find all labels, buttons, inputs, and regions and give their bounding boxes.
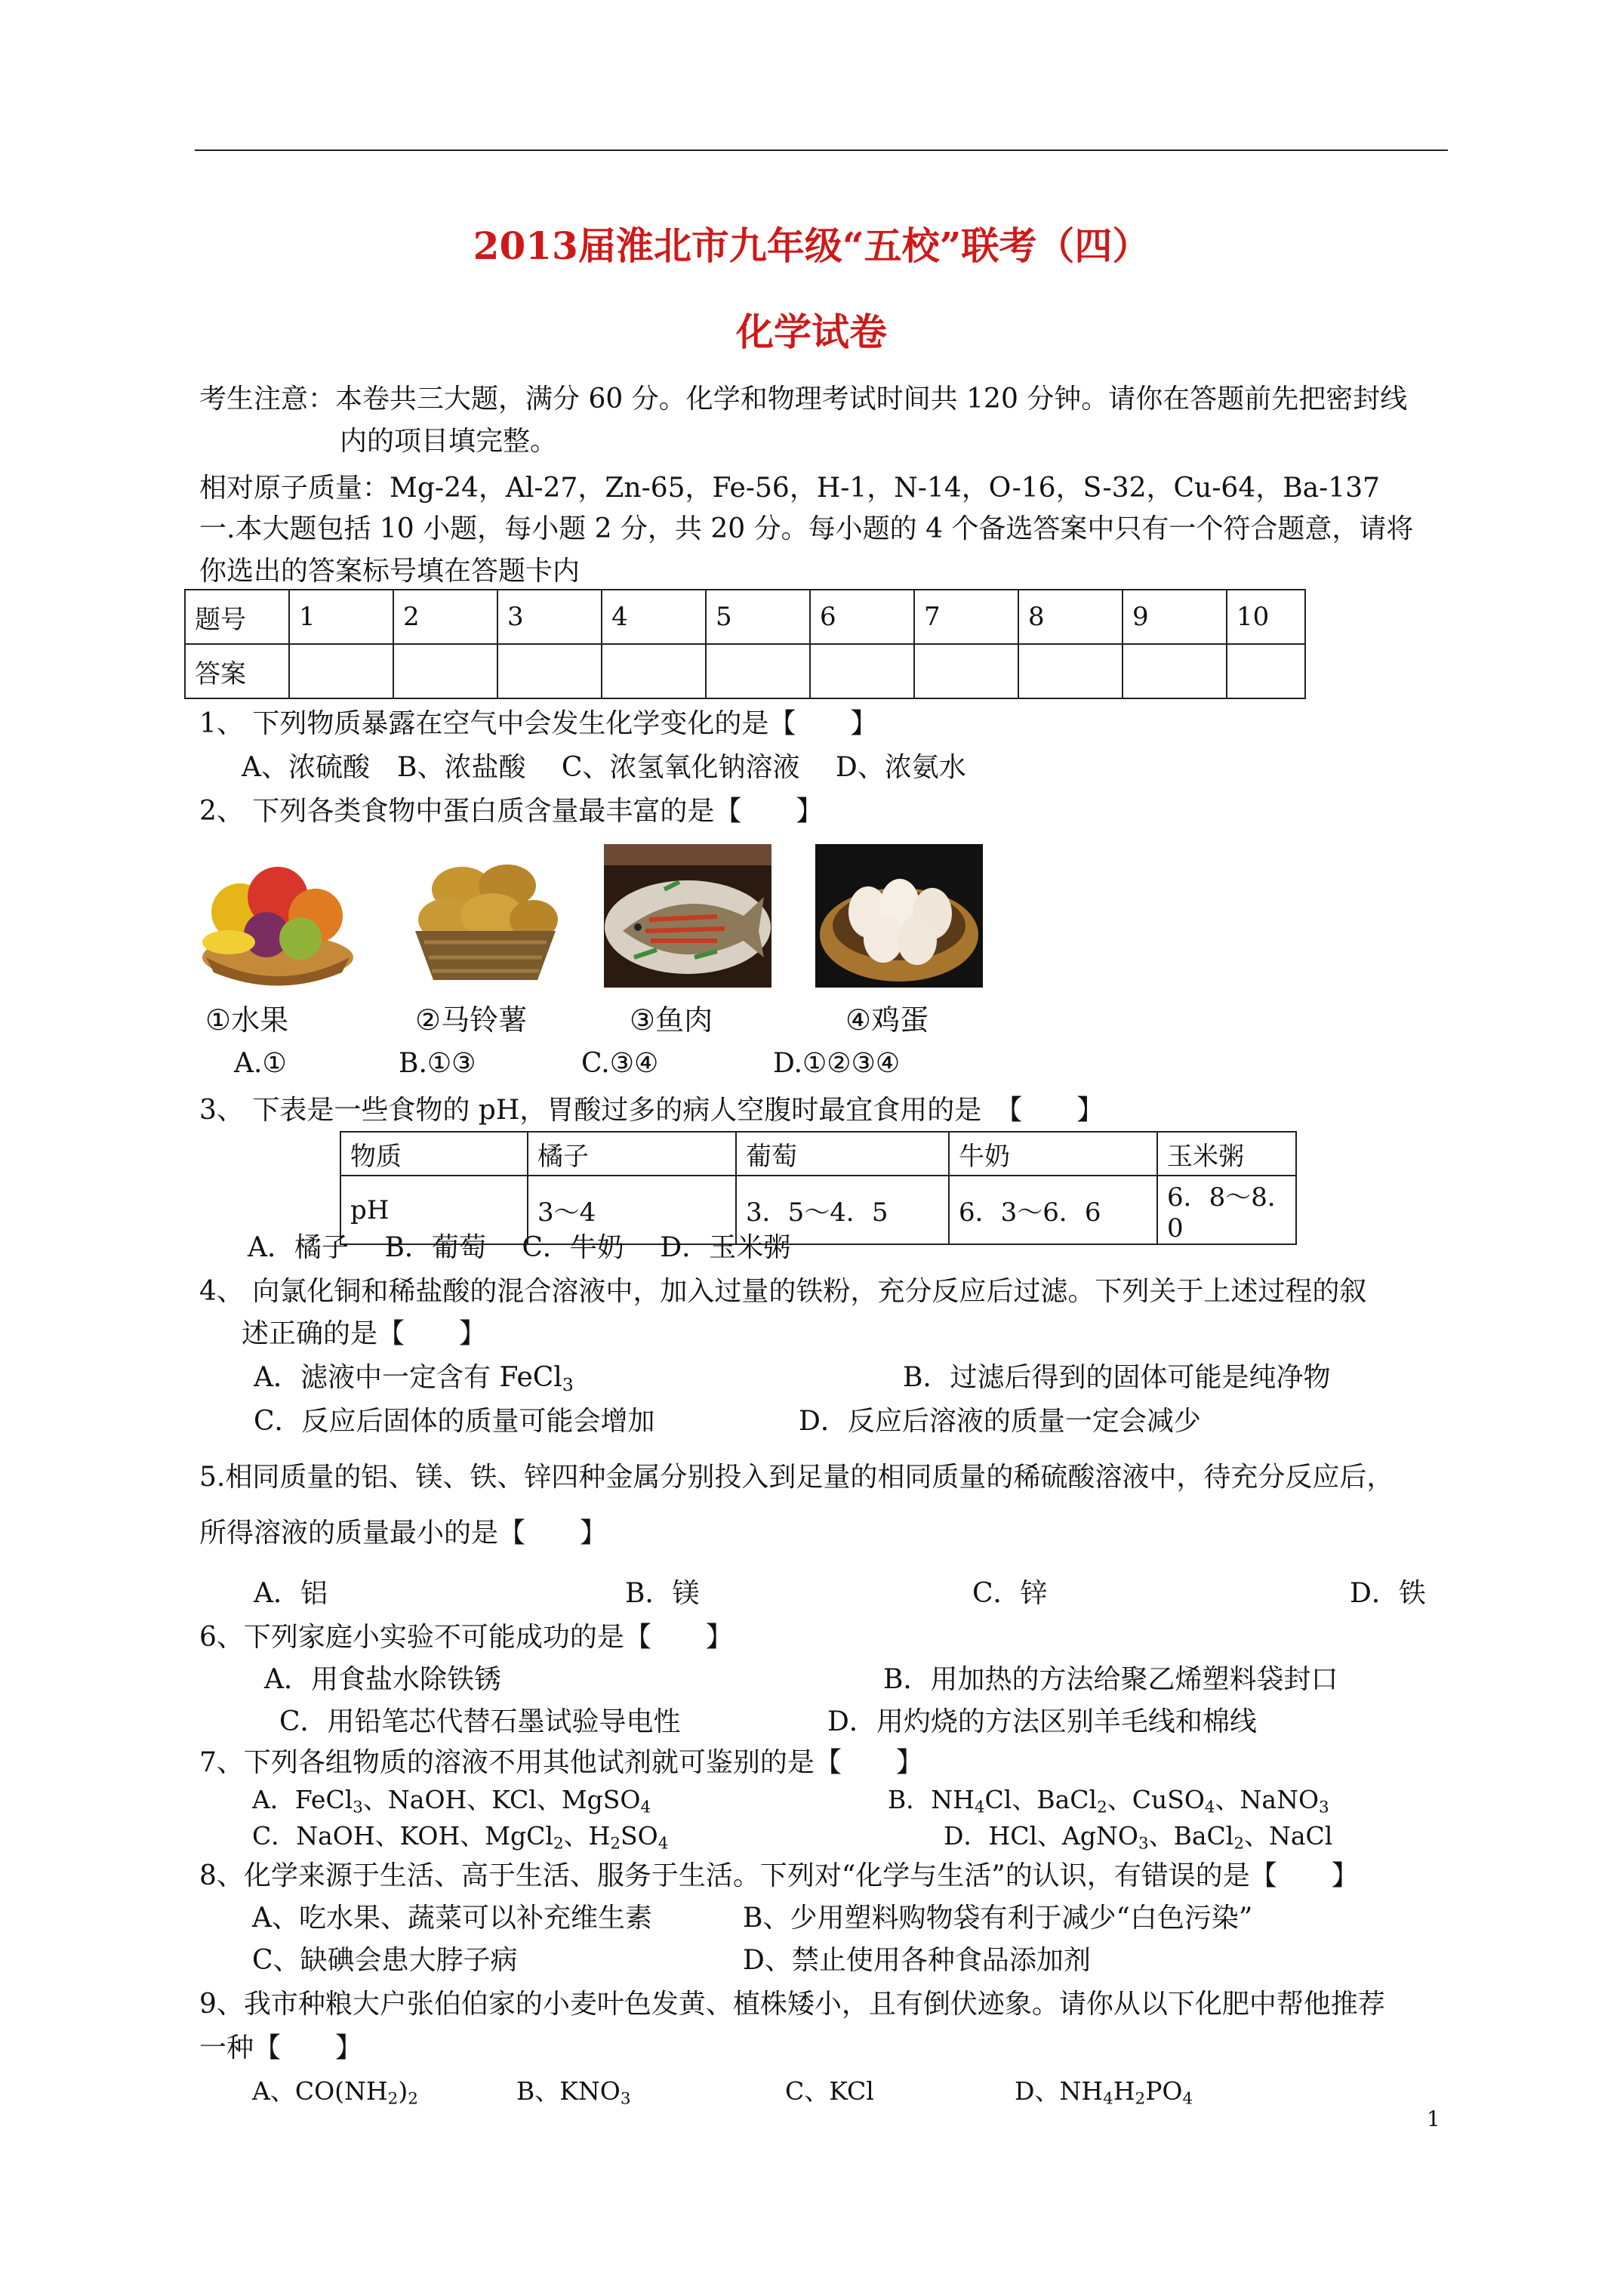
table-cell: 物质 [340, 1132, 528, 1176]
q2-option-a: A.① [234, 1048, 287, 1079]
q4-stem-line-1: 4、 向氯化铜和稀盐酸的混合溶液中，加入过量的铁粉，充分反应后过滤。下列关于上述过程的叙 [199, 1276, 1367, 1307]
potato-basket-icon [402, 844, 569, 988]
table-cell: 3．5～4．5 [736, 1176, 949, 1244]
q4-option-d: D．反应后溶液的质量一定会减少 [799, 1406, 1201, 1437]
q6-option-d: D．用灼烧的方法区别羊毛线和棉线 [827, 1706, 1257, 1737]
q6-option-a: A．用食盐水除铁锈 [264, 1664, 501, 1695]
answer-cell[interactable] [1018, 644, 1123, 698]
answer-cell[interactable] [497, 644, 602, 698]
q4-option-b: B．过滤后得到的固体可能是纯净物 [903, 1362, 1331, 1393]
page-number: 1 [1427, 2106, 1440, 2131]
q2-option-d: D.①②③④ [773, 1048, 901, 1079]
table-cell: 题号 [185, 590, 289, 644]
table-cell: 2 [393, 590, 497, 644]
table-cell: 玉米粥 [1157, 1132, 1296, 1176]
q9-stem-line-2: 一种【 】 [199, 2032, 363, 2063]
answer-sheet-table [184, 589, 1306, 699]
q4-option-c: C．反应后固体的质量可能会增加 [254, 1406, 655, 1437]
q2-caption-fruit: ①水果 [205, 1003, 289, 1037]
q1-stem: 1、 下列物质暴露在空气中会发生化学变化的是【 】 [199, 708, 878, 739]
q6-option-b: B．用加热的方法给聚乙烯塑料袋封口 [883, 1664, 1338, 1695]
answer-cell[interactable] [1123, 644, 1227, 698]
table-cell: 牛奶 [949, 1132, 1157, 1176]
q9-option-d: D、$NH_4H_2PO_4$ [1015, 2076, 1193, 2109]
table-cell: 4 [602, 590, 706, 644]
notice-line-1: 考生注意：本卷共三大题，满分 60 分。化学和物理考试时间共 120 分钟。请你在答题前先把密封线 [199, 384, 1408, 415]
q9-option-a: A、$CO(NH_2)_2$ [252, 2076, 418, 2109]
table-cell: 3～4 [528, 1176, 736, 1244]
q3-options: A．橘子 B．葡萄 C．牛奶 D．玉米粥 [248, 1232, 791, 1263]
q3-stem: 3、 下表是一些食物的 pH，胃酸过多的病人空腹时最宜食用的是 【 】 [199, 1095, 1104, 1126]
q7-stem: 7、下列各组物质的溶液不用其他试剂就可鉴别的是【 】 [199, 1747, 923, 1778]
table-cell: 3 [497, 590, 602, 644]
q6-option-c: C．用铅笔芯代替石墨试验导电性 [279, 1706, 681, 1737]
q8-option-b: B、少用塑料购物袋有利于减少“白色污染” [743, 1903, 1253, 1934]
table-cell: 8 [1018, 590, 1123, 644]
q8-option-d: D、禁止使用各种食品添加剂 [743, 1945, 1091, 1976]
table-cell: 葡萄 [736, 1132, 949, 1176]
q9-option-b: B、$KNO_3$ [516, 2076, 631, 2109]
header-rule [195, 149, 1448, 151]
q6-stem: 6、下列家庭小实验不可能成功的是【 】 [199, 1622, 733, 1653]
q7-option-c: C．NaOH、KOH、MgCl$_2$、$H_2SO_4$ [252, 1821, 669, 1854]
exam-subtitle: 化学试卷 [736, 310, 887, 354]
answer-cell[interactable] [602, 644, 706, 698]
answer-cell[interactable] [393, 644, 497, 698]
answer-table-answer-row [185, 644, 1305, 698]
q7-option-a: A．FeCl$_3$、NaOH、KCl、MgSO$_4$ [252, 1785, 651, 1817]
table-cell: 1 [289, 590, 393, 644]
table-cell: 9 [1123, 590, 1227, 644]
q8-stem: 8、化学来源于生活、高于生活、服务于生活。下列对“化学与生活”的认识，有错误的是【 】 [199, 1860, 1359, 1891]
section1-line-1: 一.本大题包括 10 小题，每小题 2 分，共 20 分。每小题的 4 个备选答案中只有一个符合题意，请将 [199, 513, 1414, 544]
q2-stem: 2、 下列各类食物中蛋白质含量最丰富的是【 】 [199, 796, 824, 827]
table-cell: 6 [810, 590, 914, 644]
table-cell: 橘子 [528, 1132, 736, 1176]
q2-caption-egg: ④鸡蛋 [845, 1003, 929, 1037]
table-cell: pH [340, 1176, 528, 1244]
q5-option-c: C．锌 [972, 1578, 1048, 1609]
egg-basket-icon [815, 844, 983, 988]
q9-stem-line-1: 9、我市种粮大户张伯伯家的小麦叶色发黄、植株矮小，且有倒伏迹象。请你从以下化肥中帮他推荐 [199, 1989, 1385, 2020]
table-cell: 答案 [185, 644, 289, 698]
q5-option-d: D．铁 [1350, 1578, 1426, 1609]
section1-line-2: 你选出的答案标号填在答题卡内 [199, 556, 581, 587]
q9-option-c: C、KCl [785, 2076, 874, 2106]
table-cell: 5 [706, 590, 810, 644]
table-cell: 10 [1227, 590, 1305, 644]
answer-table-number-row [185, 590, 1305, 644]
q5-stem-line-2: 所得溶液的质量最小的是【 】 [199, 1518, 608, 1549]
q4-stem-line-2: 述正确的是【 】 [242, 1318, 487, 1349]
answer-cell[interactable] [810, 644, 914, 698]
q1-options: A、浓硫酸 B、浓盐酸 C、浓氢氧化钠溶液 D、浓氨水 [242, 752, 966, 783]
answer-cell[interactable] [914, 644, 1018, 698]
q7-option-b: B．$NH_4Cl$、BaCl$_2$、CuSO$_4$、NaNO$_3$ [888, 1785, 1329, 1817]
atomic-masses: 相对原子质量：Mg-24，Al-27，Zn-65，Fe-56，H-1，N-14，O-16，S-32，Cu-64，Ba-137 [199, 473, 1381, 504]
exam-title: 2013届淮北市九年级“五校”联考（四） [473, 223, 1150, 268]
answer-cell[interactable] [706, 644, 810, 698]
q4-option-a: A．滤液中一定含有 FeCl$_3$ [254, 1362, 574, 1395]
q2-option-c: C.③④ [581, 1048, 659, 1079]
q2-caption-fish: ③鱼肉 [630, 1003, 713, 1037]
answer-cell[interactable] [1227, 644, 1305, 698]
q5-option-a: A．铝 [254, 1578, 328, 1609]
table-cell: 6．3～6．6 [949, 1176, 1157, 1244]
notice-line-2: 内的项目填完整。 [340, 426, 558, 457]
q8-option-c: C、缺碘会患大脖子病 [252, 1945, 518, 1976]
q5-option-b: B．镁 [625, 1578, 700, 1609]
q8-option-a: A、吃水果、蔬菜可以补充维生素 [252, 1903, 652, 1934]
answer-cell[interactable] [289, 644, 393, 698]
q2-caption-potato: ②马铃薯 [415, 1003, 528, 1037]
table-cell: 7 [914, 590, 1018, 644]
q7-option-d: D．HCl、AgNO$_3$、BaCl$_2$、NaCl [944, 1821, 1333, 1854]
fish-plate-icon [604, 844, 771, 988]
fruit-basket-icon [195, 844, 362, 988]
q5-stem-line-1: 5.相同质量的铝、镁、铁、锌四种金属分别投入到足量的相同质量的稀硫酸溶液中，待充分反应后， [199, 1462, 1394, 1493]
q2-option-b: B.①③ [399, 1048, 476, 1079]
table-cell: 6．8～8．0 [1157, 1176, 1296, 1244]
ph-table-header-row [340, 1132, 1296, 1176]
